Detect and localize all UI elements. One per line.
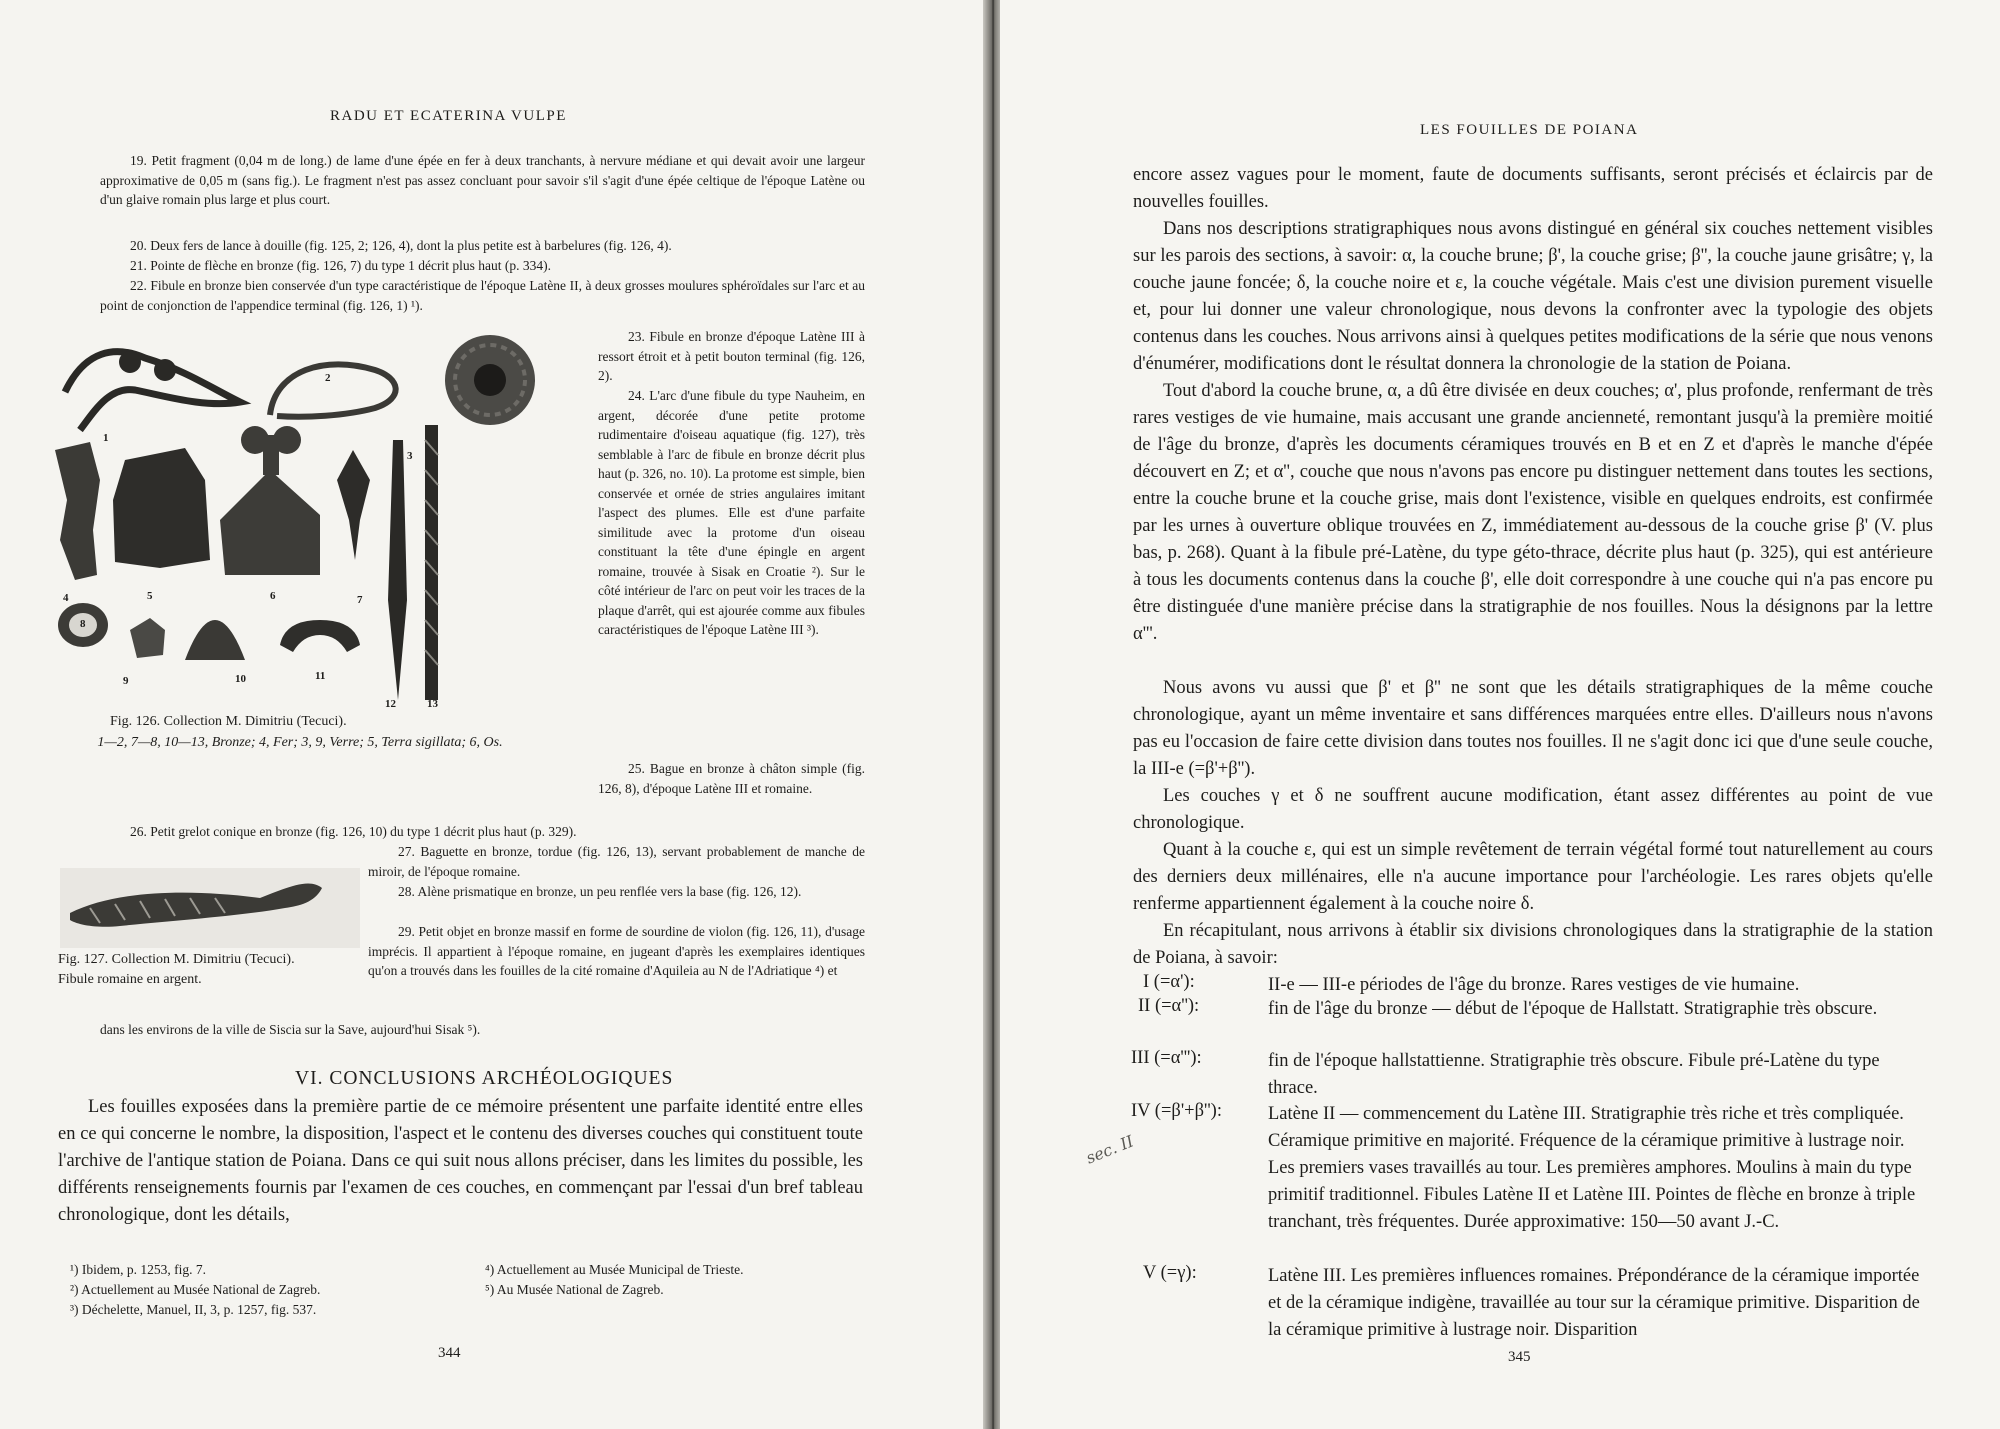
object-1-fibula-image bbox=[65, 351, 240, 430]
paragraph-1: encore assez vagues pour le moment, faute de documents suffisants, seront précisés et éclaircis par de nouvelles fouilles. bbox=[1133, 165, 1933, 212]
division-label-4: IV (=β'+β''): bbox=[1131, 1101, 1222, 1121]
footnote-3: ³) Déchelette, Manuel, II, 3, p. 1257, fig. 537. bbox=[70, 1302, 317, 1317]
division-label-5: V (=γ): bbox=[1143, 1263, 1197, 1283]
fig126-label-5: 5 bbox=[147, 590, 153, 602]
paragraph-5: Les couches γ et δ ne souffrent aucune modification, étant assez différentes au point de vue chronologique. bbox=[1133, 786, 1933, 833]
paragraph-3: Tout d'abord la couche brune, α, a dû être divisée en deux couches; α', plus profonde, renfermant de très rares vestiges de vie humaine, mais accusant une grande ancienneté, remontant jusqu'à la première moitié de l'âge du bronze, d'après les documents céramiques trouvés en B et en Z et d'après le manche d'épée découvert en Z; et α'', couche que nous n'avons pas encore pu distinguer nettement dans toutes les sections, entre la couche brune et la couche grise, mais dont l'existence, visible en quelques endroits, est confirmée par les urnes à ouverture oblique trouvées en Z, immédiatement au-dessous de la couche grise β' (V. plus bas, p. 268). Quant à la fibule pré-Latène, du type géto-thrace, décrite plus haut (p. 325), qui est antérieure à tous les documents contenus dans la couche β', elle doit correspondre à une couche qui n'a pas encore pu être distinguée d'une manière précise dans la stratigraphie de nos fouilles. Nous la désignons par la lettre α'''. bbox=[1133, 381, 1933, 644]
fig126-label-2: 2 bbox=[325, 372, 331, 384]
footnotes-left-column bbox=[70, 1260, 450, 1320]
fig126-label-6: 6 bbox=[270, 590, 276, 602]
figure-126-objects bbox=[55, 330, 585, 710]
item-28: 28. Alène prismatique en bronze, un peu renflée vers la base (fig. 126, 12). bbox=[398, 884, 802, 899]
division-text-5: Latène III. Les premières influences romaines. Prépondérance de la céramique importée et de la céramique indigène, travaillée au tour sur la céramique primitive. Disparition de la céramique primitive à lustrage noir. Disparition bbox=[1268, 1266, 1920, 1340]
conclusion-paragraph: Les fouilles exposées dans la première partie de ce mémoire présentent une parfaite identité entre elles en ce qui concerne le nombre, la disposition, l'aspect et le contenu des diverses couches qui constituent toute l'archive de l'antique station de Poiana. Dans ce qui suit nous allons préciser, dans les limites du possible, les différents renseignements fournis par l'examen de ces couches, en commençant par l'essai d'un bref tableau chronologique, dont les détails, bbox=[58, 1097, 863, 1225]
object-10-bell-image bbox=[185, 620, 245, 660]
page-number-right: 345 bbox=[1508, 1349, 1531, 1365]
object-7-arrowhead-image bbox=[337, 450, 370, 560]
item-29: 29. Petit objet en bronze massif en forme de sourdine de violon (fig. 126, 11), d'usage imprécis. Il appartient à l'époque romaine, en jugeant d'après les exemplaires identiques qu'on a trouvés dans les fouilles de la cité romaine d'Aquileia au N de l'Adriatique ⁴) et bbox=[368, 924, 865, 978]
paragraph-7: En récapitulant, nous arrivons à établir six divisions chronologiques dans la stratigraphie de la station de Poiana, à savoir: bbox=[1133, 921, 1933, 968]
paragraph-6: Quant à la couche ε, qui est un simple revêtement de terrain végétal formé tout naturellement au cours des derniers deux millénaires, elle n'a aucune importance pour l'archéologie. Les rares objets qu'elle renferme appartiennent également à la couche noire δ. bbox=[1133, 840, 1933, 914]
fig126-label-1: 1 bbox=[103, 432, 109, 444]
fig126-label-11: 11 bbox=[315, 670, 326, 682]
footnote-5: ⁵) Au Musée National de Zagreb. bbox=[485, 1282, 664, 1297]
division-text-4: Latène II — commencement du Latène III. Stratigraphie très riche et très compliquée. Céramique primitive en majorité. Fréquence de la céramique primitive à lustrage noir. Les premiers vases travaillés au tour. Les premières amphores. Moulins à main du type primitif traditionnel. Fibules Latène II et Latène III. Pointes de flèche en bronze à triple tranchant, très fréquentes. Durée approximative: 150—50 avant J.-C. bbox=[1268, 1104, 1916, 1232]
page-number-left: 344 bbox=[438, 1345, 461, 1361]
object-2-fibula-image bbox=[270, 364, 396, 416]
division-label-1: I (=α'): bbox=[1143, 972, 1195, 992]
footnote-1: ¹) Ibidem, p. 1253, fig. 7. bbox=[70, 1262, 207, 1277]
left-page bbox=[0, 0, 985, 1429]
object-5-terra-sigillata-image bbox=[113, 448, 210, 568]
object-9-glass-image bbox=[130, 618, 165, 658]
division-label-3: III (=α'''): bbox=[1131, 1048, 1202, 1068]
division-text-2: fin de l'âge du bronze — début de l'époque de Hallstatt. Stratigraphie très obscure. bbox=[1268, 999, 1878, 1019]
item-29-continued: dans les environs de la ville de Siscia sur la Save, aujourd'hui Sisak ⁵). bbox=[100, 1022, 481, 1037]
item-21: 21. Pointe de flèche en bronze (fig. 126, 7) du type 1 décrit plus haut (p. 334). bbox=[130, 258, 552, 273]
figure-126-plate bbox=[55, 330, 585, 710]
handwritten-margin-note: sec. II bbox=[1083, 1131, 1137, 1168]
fig126-label-10: 10 bbox=[235, 673, 246, 685]
running-header-left: RADU ET ECATERINA VULPE bbox=[330, 108, 567, 124]
figure-127-image bbox=[60, 868, 360, 948]
footnotes-right-column bbox=[485, 1260, 865, 1300]
object-3-bead-image bbox=[445, 335, 535, 425]
object-4-lance-image bbox=[55, 442, 100, 580]
division-text-1: II-e — III-e périodes de l'âge du bronze. Rares vestiges de vie humaine. bbox=[1268, 975, 1800, 995]
item-25: 25. Bague en bronze à châton simple (fig. 126, 8), d'époque Latène III et romaine. bbox=[598, 761, 865, 796]
item-26: 26. Petit grelot conique en bronze (fig. 126, 10) du type 1 décrit plus haut (p. 329). bbox=[130, 824, 577, 839]
figure-127-caption: Fig. 127. Collection M. Dimitriu (Tecuci). Fibule romaine en argent. bbox=[58, 952, 295, 987]
paragraph-4: Nous avons vu aussi que β' et β'' ne sont que les détails stratigraphiques de la même couche chronologique, ayant un même inventaire et sans différences marquées entre elles. D'ailleurs nous n'avons pas eu l'occasion de faire cette division dans toutes nos fouilles. Il ne s'agit donc ici que d'une seule couche, la III-e (=β'+β''). bbox=[1133, 678, 1933, 779]
figure-126-caption-legend: 1—2, 7—8, 10—13, Bronze; 4, Fer; 3, 9, Verre; 5, Terra sigillata; 6, Os. bbox=[97, 735, 503, 750]
fig126-label-9: 9 bbox=[123, 675, 129, 687]
division-label-2: II (=α''): bbox=[1138, 996, 1200, 1016]
figure-127-fibula bbox=[60, 868, 360, 948]
paragraph-2: Dans nos descriptions stratigraphiques nous avons distingué en général six couches nettement visibles sur les parois des sections, à savoir: α, la couche brune; β', la couche grise; β'', la couche jaune grisâtre; γ, la couche jaune foncée; δ, la couche noire et ε, la couche végétale. Mais c'est une division purement visuelle et, pour lui donner une valeur chronologique, nous devons la confronter avec la typologie des objets contenus dans les couches. Nous arrivons ainsi à quelques petites modifications de la série que nous venons d'énumérer, modifications dont le résultat donnera la chronologie de la station de Poiana. bbox=[1133, 219, 1933, 374]
object-6-comb-image bbox=[220, 426, 320, 575]
division-text-3: fin de l'époque hallstattienne. Stratigraphie très obscure. Fibule pré-Latène du type thrace. bbox=[1268, 1051, 1880, 1098]
object-11-mute-image bbox=[280, 620, 360, 652]
item-23: 23. Fibule en bronze d'époque Latène III à ressort étroit et à petit bouton terminal (fig. 126, 2). bbox=[598, 329, 865, 383]
footnote-4: ⁴) Actuellement au Musée Municipal de Trieste. bbox=[485, 1262, 744, 1277]
item-27: 27. Baguette en bronze, tordue (fig. 126, 13), servant probablement de manche de miroir, de l'époque romaine. bbox=[368, 844, 865, 879]
footnote-2: ²) Actuellement au Musée National de Zagreb. bbox=[70, 1282, 321, 1297]
right-page bbox=[1000, 0, 2000, 1429]
running-header-right: LES FOUILLES DE POIANA bbox=[1420, 122, 1639, 138]
fig126-label-12: 12 bbox=[385, 698, 396, 710]
figure-126-caption-title: Fig. 126. Collection M. Dimitriu (Tecuci). bbox=[110, 714, 347, 729]
item-24: 24. L'arc d'une fibule du type Nauheim, en argent, décorée d'une petite protome rudimentaire d'oiseau aquatique (fig. 127), très semblable à l'arc de fibule en bronze décrit plus haut (p. 326, no. 10). La protome est simple, bien conservée et ornée de stries angulaires imitant l'aspect des plumes. Elle est d'une parfaite similitude avec la protome d'un oiseau constituant la tête d'une épingle en argent romaine, trouvée à Sisak en Croatie ²). Sur le côté intérieur de l'arc on peut voir les traces de la plaque d'arrêt, qui est ajourée comme aux fibules caractéristiques de l'époque Latène III ³). bbox=[598, 388, 865, 637]
item-20: 20. Deux fers de lance à douille (fig. 125, 2; 126, 4), dont la plus petite est à barbelures (fig. 126, 4). bbox=[130, 238, 672, 253]
fig126-label-7: 7 bbox=[357, 594, 363, 606]
fig126-label-4: 4 bbox=[63, 592, 69, 604]
item-22: 22. Fibule en bronze bien conservée d'un type caractéristique de l'époque Latène II, à deux grosses moulures sphéroïdales sur l'arc et au point de conjonction de l'appendice terminal (fig. 126, 1) ¹). bbox=[100, 278, 865, 313]
section-title-conclusions: VI. CONCLUSIONS ARCHÉOLOGIQUES bbox=[295, 1068, 674, 1089]
object-12-awl-image bbox=[388, 440, 407, 700]
fig126-label-13: 13 bbox=[427, 698, 438, 710]
fig126-label-8: 8 bbox=[80, 618, 86, 630]
item-19: 19. Petit fragment (0,04 m de long.) de lame d'une épée en fer à deux tranchants, à nervure médiane et qui devait avoir une largeur approximative de 0,05 m (sans fig.). Le fragment n'est pas assez concluant pour savoir s'il s'agit d'une épée celtique de l'époque Latène ou d'un glaive romain plus large et plus court. bbox=[100, 153, 865, 207]
fig126-label-3: 3 bbox=[407, 450, 413, 462]
object-13-twisted-rod-image bbox=[425, 425, 438, 700]
